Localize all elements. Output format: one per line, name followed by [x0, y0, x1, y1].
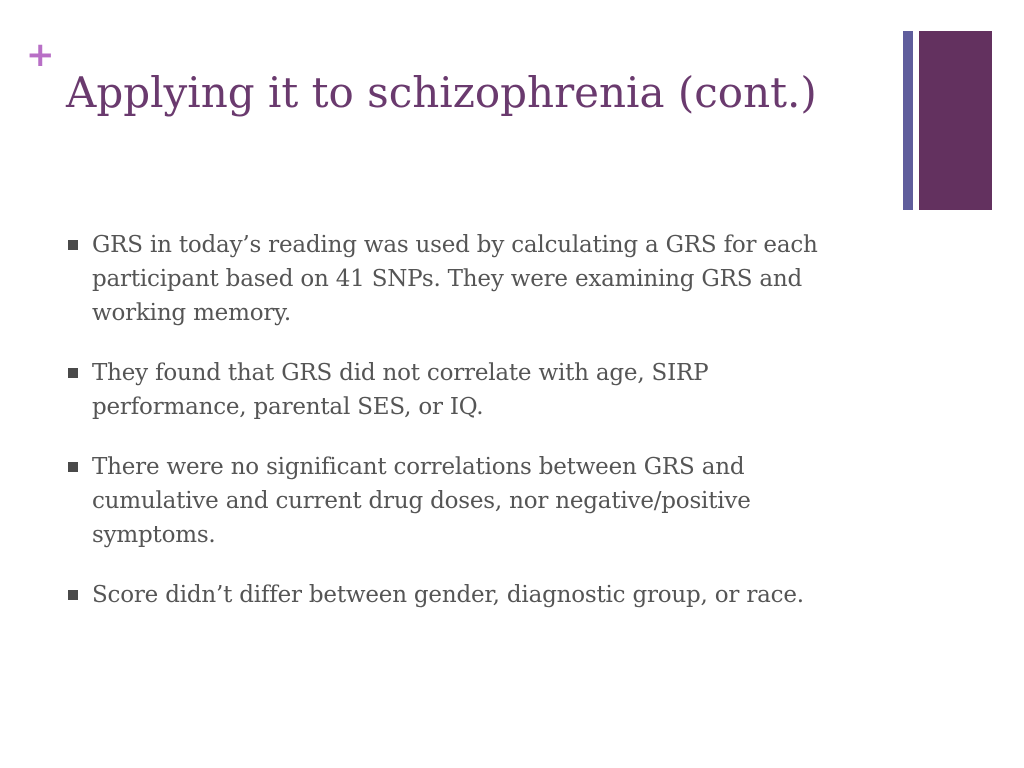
bullet-item — [66, 578, 856, 612]
plus-icon: + — [26, 35, 55, 75]
bullet-item — [66, 450, 856, 552]
slide-title: Applying it to schizophrenia (cont.) — [66, 68, 817, 117]
square-bullet-icon — [68, 462, 78, 472]
decorative-bar-thin — [903, 31, 913, 210]
bullet-item — [66, 356, 856, 424]
square-bullet-icon — [68, 240, 78, 250]
bullet-text: Score didn’t differ between gender, diagnostic group, or race. — [92, 582, 804, 608]
bullet-list — [66, 228, 856, 638]
bullet-item — [66, 228, 856, 330]
square-bullet-icon — [68, 368, 78, 378]
bullet-text: GRS in today’s reading was used by calculating a GRS for each participant based on 41 SNPs. They were examining GRS and working memory. — [92, 232, 818, 326]
square-bullet-icon — [68, 590, 78, 600]
decorative-bar-thick — [919, 31, 992, 210]
bullet-text: They found that GRS did not correlate with age, SIRP performance, parental SES, or IQ. — [92, 360, 709, 420]
bullet-text: There were no significant correlations between GRS and cumulative and current drug doses, nor negative/positive symptoms. — [92, 454, 751, 548]
